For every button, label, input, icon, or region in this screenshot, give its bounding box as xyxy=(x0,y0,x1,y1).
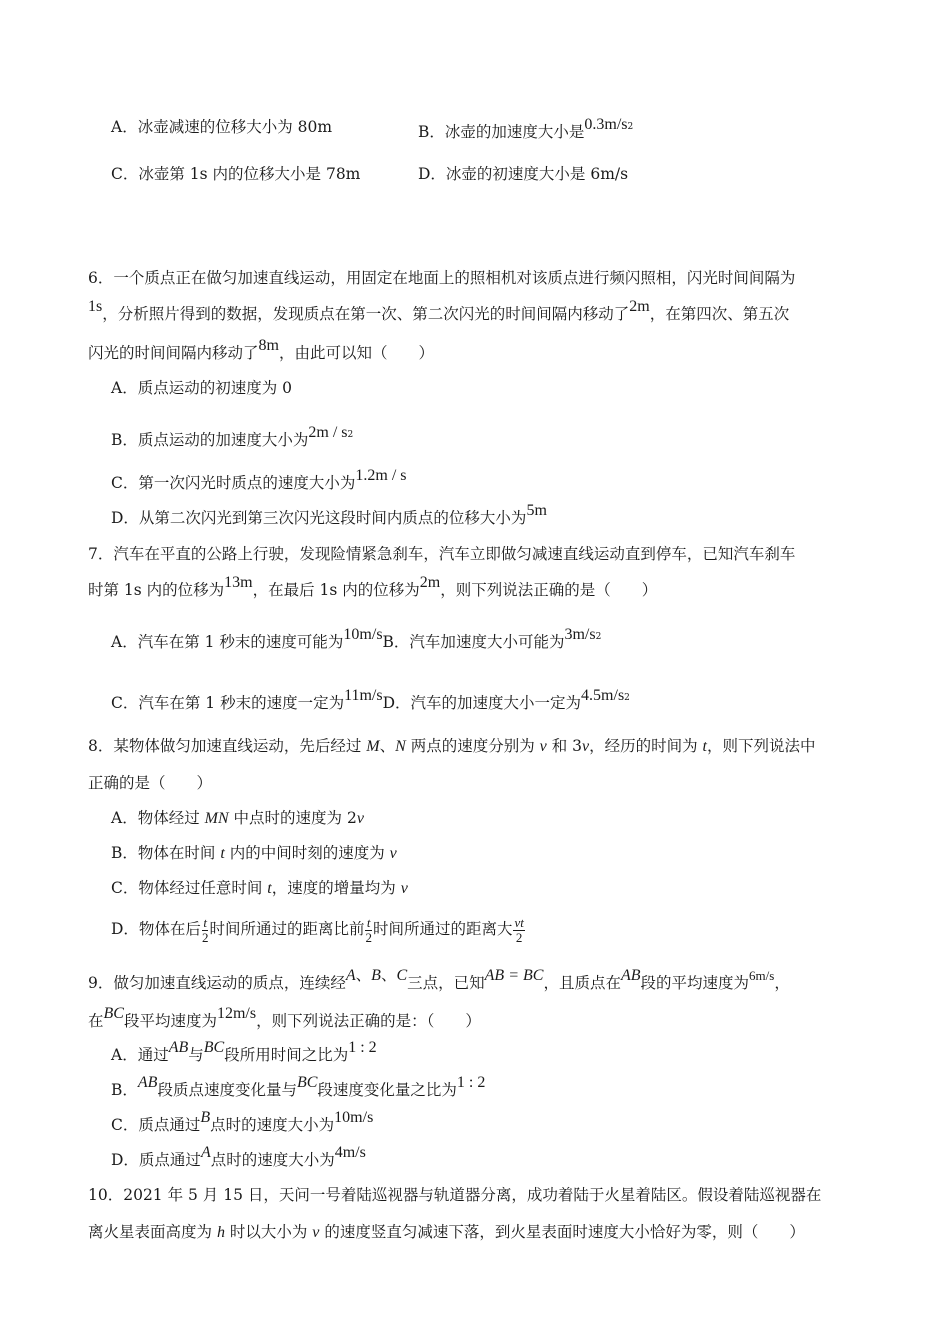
q8-option-d: D．物体在后 $\frac{t}{2}$ 时间所通过的距离比前 $\frac{t}{2}$ 时间所通过的距离大 $\frac{vt}{2}$ xyxy=(111,914,524,945)
q9-stem-line-1: 9．做匀加速直线运动的质点，连续经A、B、C三点，已知AB = BC，且质点在AB段的平均速度为$^{6m/s}$， xyxy=(88,966,790,992)
q9-option-b: B．AB段质点速度变化量与BC段速度变化量之比为1 : 2 xyxy=(111,1074,486,1099)
q10-stem-line-1: 10．2021 年 5 月 15 日，天问一号着陆巡视器与轨道器分离，成功着陆于火星着陆区。假设着陆巡视器在 xyxy=(88,1186,822,1204)
q9-option-a: A．通过AB与BC段所用时间之比为1 : 2 xyxy=(111,1039,377,1064)
q6-stem-line-1: 6．一个质点正在做匀加速直线运动，用固定在地面上的照相机对该质点进行频闪照相，闪光时间间隔为 xyxy=(88,269,796,287)
q6-option-d: D．从第二次闪光到第三次闪光这段时间内质点的位移大小为5m xyxy=(111,502,547,527)
q5-option-d: D．冰壶的初速度大小是 6m/s xyxy=(418,165,629,183)
q5-option-b: B．冰壶的加速度大小是$0.3m/s^2$ xyxy=(418,116,634,141)
q8-stem-line-1: 8．某物体做匀加速直线运动，先后经过 M、N 两点的速度分别为 v 和 3v，经历的时间为 t，则下列说法中 xyxy=(88,737,816,755)
q5-option-c: C．冰壶第 1s 内的位移大小是 78m xyxy=(111,165,361,183)
q6-option-a: A．质点运动的初速度为 0 xyxy=(111,379,292,397)
q6-option-c: C．第一次闪光时质点的速度大小为1.2m / s xyxy=(111,467,407,492)
q6-stem-line-3: 闪光的时间间隔内移动了8m，由此可以知（ ） xyxy=(88,337,434,362)
q7-stem-line-1: 7．汽车在平直的公路上行驶，发现险情紧急刹车，汽车立即做匀减速直线运动直到停车，已知汽车刹车 xyxy=(88,545,796,563)
q9-stem-line-2: 在BC段平均速度为12m/s，则下列说法正确的是：（ ） xyxy=(88,1005,481,1030)
q5-option-a: A．冰壶减速的位移大小为 80m xyxy=(111,118,333,136)
q9-option-c: C．质点通过B点时的速度大小为10m/s xyxy=(111,1109,374,1134)
q7-option-a-b: A．汽车在第 1 秒末的速度可能为10m/sB．汽车加速度大小可能为$3m/s^2$ xyxy=(111,626,602,651)
fraction-vt-over-2: $\frac{vt}{2}$ xyxy=(514,914,524,945)
fraction-t-over-2: $\frac{t}{2}$ xyxy=(201,914,209,945)
q8-option-c: C．物体经过任意时间 t，速度的增量均为 v xyxy=(111,879,408,897)
q10-stem-line-2: 离火星表面高度为 h 时以大小为 v 的速度竖直匀减速下落，到火星表面时速度大小恰好为零，则（ ） xyxy=(88,1223,805,1241)
q8-option-a: A．物体经过 MN 中点时的速度为 2v xyxy=(111,809,364,827)
q9-option-d: D．质点通过A点时的速度大小为4m/s xyxy=(111,1144,366,1169)
q8-stem-line-2: 正确的是（ ） xyxy=(88,774,213,792)
q7-option-c-d: C．汽车在第 1 秒末的速度一定为11m/sD．汽车的加速度大小一定为$4.5m/s^2$ xyxy=(111,687,630,712)
fraction-t-over-2: $\frac{t}{2}$ xyxy=(365,914,372,945)
q8-option-b: B．物体在时间 t 内的中间时刻的速度为 v xyxy=(111,844,397,862)
q6-option-b: B．质点运动的加速度大小为$2m / s^2$ xyxy=(111,424,354,449)
q7-stem-line-2: 时第 1s 内的位移为13m，在最后 1s 内的位移为2m，则下列说法正确的是（ ） xyxy=(88,574,658,599)
q6-stem-line-2: 1s，分析照片得到的数据，发现质点在第一次、第二次闪光的时间间隔内移动了2m，在第四次、第五次 xyxy=(88,298,790,323)
